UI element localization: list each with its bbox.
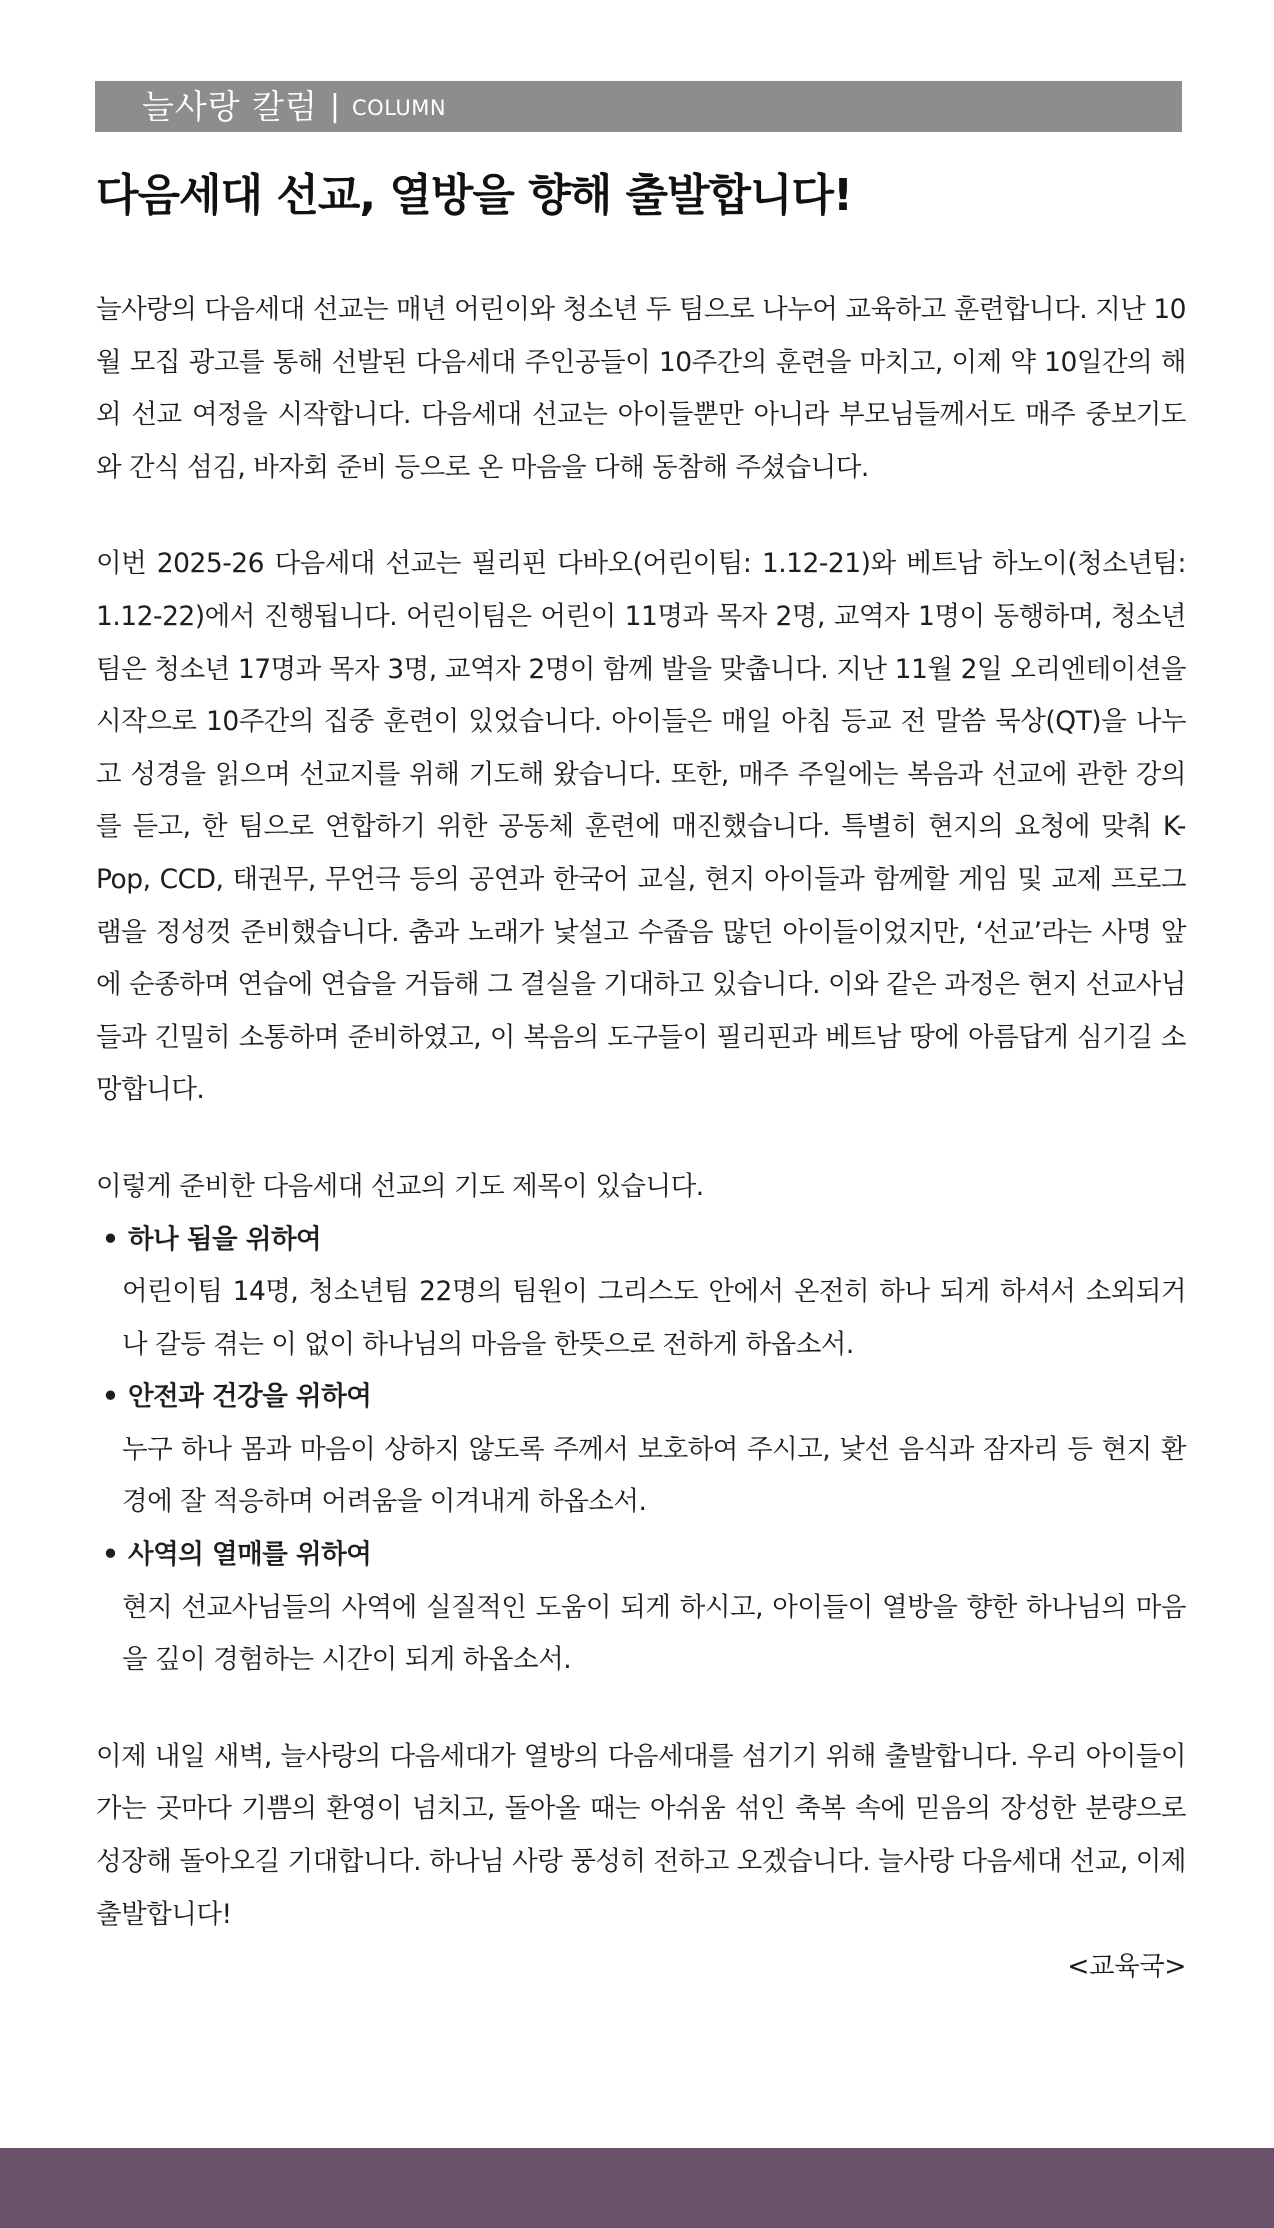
training-paragraph: 이번 2025-26 다음세대 선교는 필리핀 다바오(어린이팀: 1.12-21)와 베트남 하노이(청소년팀: 1.12-22)에서 진행됩니다. 어린이팀은 어린이 11명과 목자 2명, 교역자 1명이 동행하며, 청소년팀은 청소년 17명과 목자 3명, 교역자 2명이 함께 발을 맞춥니다. 지난 11월 2일 오리엔테이션을 시작으로 10주간의 집중 훈련이 있었습니다. 아이들은 매일 아침 등교 전 말씀 묵상(QT)을 나누고 성경을 읽으며 선교지를 위해 기도해 왔습니다. 또한, 매주 주일에는 복음과 선교에 관한 강의를 듣고, 한 팀으로 연합하기 위한 공동체 훈련에 매진했습니다. 특별히 현지의 요청에 맞춰 K-Pop, CCD, 태권무, 무언극 등의 공연과 한국어 교실, 현지 아이들과 함께할 게임 및 교제 프로그램을 정성껏 준비했습니다. 춤과 노래가 낯설고 수줍음 많던 아이들이었지만, ‘선교’라는 사명 앞에 순종하며 연습에 연습을 거듭해 그 결실을 기대하고 있습니다. 이와 같은 과정은 현지 선교사님들과 긴밀히 소통하며 준비하였고, 이 복음의 도구들이 필리핀과 베트남 땅에 아름답게 심기길 소망합니다.	[96, 548, 1186, 1106]
signature: <교육국>	[1067, 1951, 1186, 1983]
prayer-list	[96, 1214, 1186, 1687]
paragraph-gap	[96, 1687, 1186, 1731]
bullet-icon: •	[102, 1223, 119, 1255]
prayer-text: 어린이팀 14명, 청소년팀 22명의 팀원이 그리스도 안에서 온전히 하나 되게 하셔서 소외되거나 갈등 겪는 이 없이 하나님의 마음을 한뜻으로 전하게 하옵소서.	[122, 1276, 1186, 1360]
prayer-item	[96, 1529, 1186, 1687]
prayer-title: 사역의 열매를 위하여	[128, 1539, 372, 1571]
column-title: 늘사랑 칼럼	[142, 87, 318, 126]
prayer-intro: 이렇게 준비한 다음세대 선교의 기도 제목이 있습니다.	[96, 1170, 704, 1202]
prayer-item	[96, 1214, 1186, 1372]
prayer-text: 누구 하나 몸과 마음이 상하지 않도록 주께서 보호하여 주시고, 낯선 음식과 잠자리 등 현지 환경에 잘 적응하며 어려움을 이겨내게 하옵소서.	[122, 1433, 1186, 1518]
closing-paragraph: 이제 내일 새벽, 늘사랑의 다음세대가 열방의 다음세대를 섬기기 위해 출발합니다. 우리 아이들이 가는 곳마다 기쁨의 환영이 넘치고, 돌아올 때는 아쉬움 섞인 축복 속에 믿음의 장성한 분량으로 성장해 돌아오길 기대합니다. 하나님 사랑 풍성히 전하고 오겠습니다. 늘사랑 다음세대 선교, 이제 출발합니다!	[96, 1740, 1186, 1930]
intro-paragraph: 늘사랑의 다음세대 선교는 매년 어린이와 청소년 두 팀으로 나누어 교육하고 훈련합니다. 지난 10월 모집 광고를 통해 선발된 다음세대 주인공들이 10주간의 훈련을 마치고, 이제 약 10일간의 해외 선교 여정을 시작합니다. 다음세대 선교는 아이들뿐만 아니라 부모님들께서도 매주 중보기도와 간식 섬김, 바자회 준비 등으로 온 마음을 다해 동참해 주셨습니다.	[96, 294, 1186, 483]
prayer-title: 안전과 건강을 위하여	[128, 1381, 372, 1413]
prayer-text: 현지 선교사님들의 사역에 실질적인 도움이 되게 하시고, 아이들이 열방을 향한 하나님의 마음을 깊이 경험하는 시간이 되게 하옵소서.	[122, 1591, 1186, 1676]
footer-bar	[0, 2148, 1274, 2228]
paragraph-gap	[96, 494, 1186, 538]
column-header-bar	[95, 81, 1182, 132]
article-body	[96, 284, 1186, 1994]
bullet-icon: •	[102, 1381, 119, 1413]
prayer-title: 하나 됨을 위하여	[128, 1223, 322, 1255]
column-subtitle: COLUMN	[352, 96, 447, 120]
article-headline: 다음세대 선교, 열방을 향해 출발합니다!	[96, 170, 853, 221]
prayer-heading	[96, 1214, 1186, 1267]
prayer-heading	[96, 1371, 1186, 1424]
bullet-icon: •	[102, 1539, 119, 1571]
prayer-heading	[96, 1529, 1186, 1582]
paragraph-gap	[96, 1117, 1186, 1161]
header-separator: |	[329, 88, 340, 124]
prayer-item	[96, 1371, 1186, 1529]
